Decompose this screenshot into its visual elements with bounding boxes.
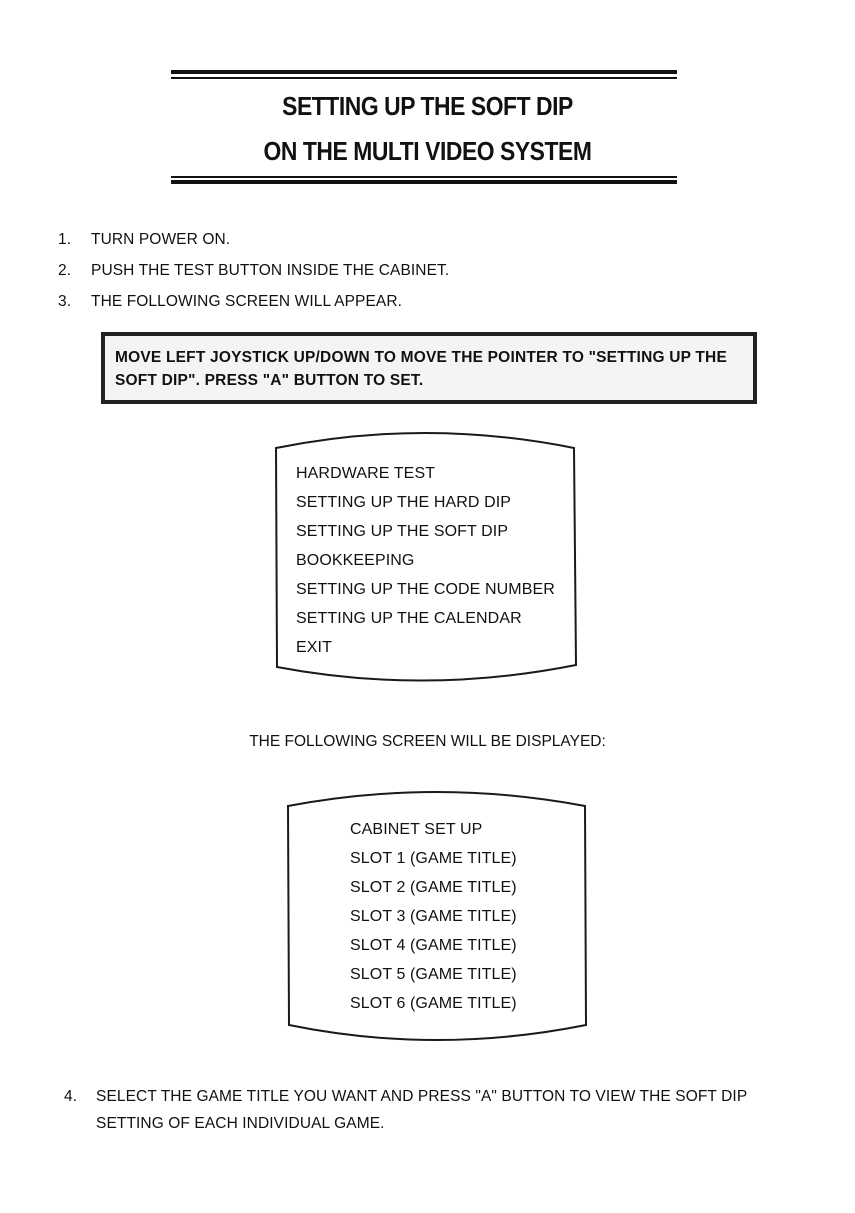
step-number: 2. [58, 262, 72, 279]
step-text: THE FOLLOWING SCREEN WILL APPEAR. [91, 293, 403, 310]
menu2-item-slot-1: SLOT 1 (GAME TITLE) [350, 850, 517, 867]
menu2-item-slot-5: SLOT 5 (GAME TITLE) [350, 966, 517, 983]
menu2-item-slot-2: SLOT 2 (GAME TITLE) [350, 879, 517, 896]
menu1-item-hardware-test: HARDWARE TEST [296, 465, 436, 482]
menu1-item-hard-dip: SETTING UP THE HARD DIP [296, 494, 512, 511]
menu2-item-slot-6: SLOT 6 (GAME TITLE) [350, 995, 517, 1012]
menu1-item-code-number: SETTING UP THE CODE NUMBER [296, 581, 555, 598]
step-number: 4. [64, 1088, 78, 1105]
menu2-item-slot-4: SLOT 4 (GAME TITLE) [350, 937, 517, 954]
page-title-line2: ON THE MULTI VIDEO SYSTEM [263, 136, 592, 166]
menu1-item-bookkeeping: BOOKKEEPING [296, 552, 415, 569]
step-text: TURN POWER ON. [91, 231, 231, 248]
step-text: PUSH THE TEST BUTTON INSIDE THE CABINET. [91, 262, 450, 279]
instruction-note-line1: MOVE LEFT JOYSTICK UP/DOWN TO MOVE THE POINTER TO "SETTING UP THE [115, 349, 727, 366]
screen-caption: THE FOLLOWING SCREEN WILL BE DISPLAYED: [249, 733, 606, 750]
step-number: 1. [58, 231, 72, 248]
step-4-line1: SELECT THE GAME TITLE YOU WANT AND PRESS "A" BUTTON TO VIEW THE SOFT DIP [96, 1088, 748, 1105]
menu2-item-cabinet-setup: CABINET SET UP [350, 821, 483, 838]
step-4-line2: SETTING OF EACH INDIVIDUAL GAME. [96, 1115, 385, 1132]
menu1-item-soft-dip: SETTING UP THE SOFT DIP [296, 523, 509, 540]
menu2-item-slot-3: SLOT 3 (GAME TITLE) [350, 908, 517, 925]
menu1-item-exit: EXIT [296, 639, 332, 656]
instruction-note-line2: SOFT DIP". PRESS "A" BUTTON TO SET. [115, 372, 424, 389]
menu1-item-calendar: SETTING UP THE CALENDAR [296, 610, 522, 627]
step-number: 3. [58, 293, 72, 310]
page-title-line1: SETTING UP THE SOFT DIP [282, 91, 573, 121]
